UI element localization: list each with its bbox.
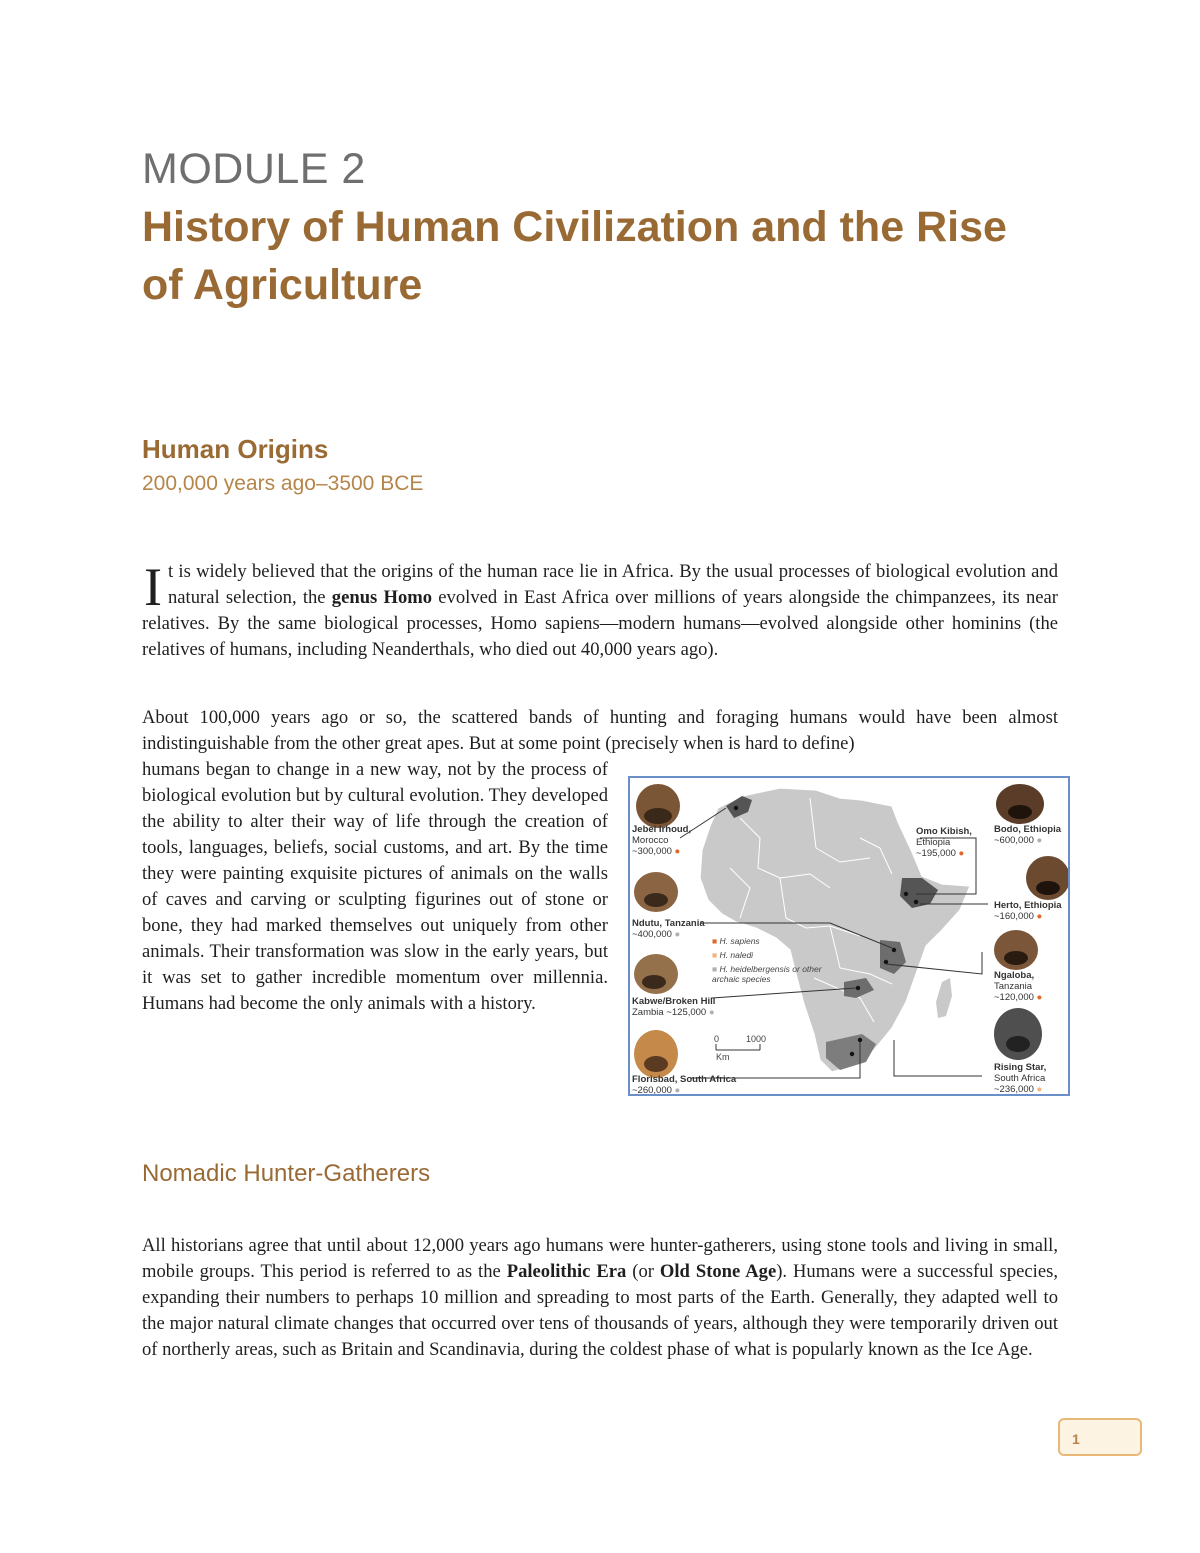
site-label-jebel-irhoud: Jebel Irhoud, Morocco ~300,000 ● [632, 824, 692, 857]
site-label-bodo: Bodo, Ethiopia ~600,000 ● [994, 824, 1062, 846]
legend-h-heidelbergensis: ■ H. heidelbergensis or other archaic species [712, 964, 822, 984]
madagascar-island [936, 978, 952, 1018]
africa-fossil-map-figure [628, 776, 1070, 1096]
scale-min-label: 0 [714, 1034, 720, 1044]
paragraph-human-origins-intro [142, 559, 1058, 663]
section-heading-nomadic-hunter-gatherers: Nomadic Hunter-Gatherers [142, 1160, 431, 1187]
scale-unit-label: Km [716, 1052, 730, 1062]
page-title: History of Human Civilization and the Rise of Agriculture [142, 203, 1007, 309]
paragraph-cultural-evolution: humans began to change in a new way, not by the process of biological evolution but by cultural evolution. They developed the ability to alter their way of life through the creation of tools, languages, beliefs, social customs, and art. By the time they were painting exquisite pictures of animals on the walls of caves and carving or sculpting figurines out of stone or bone, they had marked themselves out uniquely from other animals. Their transformation was slow in the early years, but it was set to gather incredible momentum over millennia. Humans had become the only animals with a history. [142, 759, 608, 1014]
page-number-badge: 1 [1058, 1418, 1142, 1456]
bold-term-old-stone-age: Old Stone Age [659, 1261, 777, 1282]
h-sapiens-dot: ● [1036, 911, 1043, 922]
paragraph-text: t is widely believed that the origins of the human race lie in Africa. By the usual processes of biological evolution and natural selection, the [167, 561, 1058, 608]
paragraph-text: evolved in East Africa over millions of years alongside the chimpanzees, its near relatives. By the same biological processes, Homo sapiens—modern humans—evolved alongside other hominins (the relatives of humans, including Neanderthals, who died out 40,000 years ago). [142, 587, 1058, 660]
paragraph-cultural-change-lead: About 100,000 years ago or so, the scattered bands of hunting and foraging humans would have been almost indistinguishable from the other great apes. But at some point (precisely when is hard to define) [142, 707, 1058, 754]
h-heidelbergensis-dot: ● [674, 1085, 681, 1096]
bold-term-paleolithic-era: Paleolithic Era [506, 1261, 627, 1282]
h-heidelbergensis-dot: ● [708, 1007, 715, 1018]
h-heidelbergensis-dot: ● [674, 929, 681, 940]
section-heading-human-origins: Human Origins [142, 434, 329, 464]
h-sapiens-dot: ● [958, 848, 965, 859]
site-label-florisbad: Florisbad, South Africa ~260,000 ● [632, 1074, 737, 1096]
section-subtitle-date-range: 200,000 years ago–3500 BCE [142, 472, 424, 495]
drop-cap: I [144, 557, 162, 617]
h-heidelbergensis-dot: ● [1036, 835, 1043, 846]
scale-max-label: 1000 [746, 1034, 767, 1044]
site-label-omo-kibish: Omo Kibish, Ethiopia ~195,000 ● [916, 826, 972, 859]
site-label-ngaloba: Ngaloba, Tanzania ~120,000 ● [994, 970, 1043, 1003]
legend-h-naledi: ■ H. naledi [712, 950, 754, 960]
site-label-herto: Herto, Ethiopia ~160,000 ● [994, 900, 1062, 922]
site-label-kabwe: Kabwe/Broken Hill Zambia ~125,000 ● [632, 996, 716, 1018]
bold-term-genus-homo: genus Homo [331, 587, 433, 608]
scale-bar [716, 1044, 760, 1050]
paragraph-hunter-gatherers: All historians agree that until about 12,000 years ago humans were hunter-gatherers, using stone tools and living in small, mobile groups. This period is referred to as the Paleolithic Era (or Old Stone Age). Humans were a successful species, expanding their numbers to perhaps 10 million and spreading to most parts of the Earth. Generally, they adapted well to the major natural climate changes that occurred over tens of thousands of years, although they were temporarily driven out of northerly areas, such as Britain and Scandinavia, during the coldest phase of what is popularly known as the Ice Age. [142, 1235, 1058, 1360]
h-sapiens-dot: ● [1036, 992, 1043, 1003]
legend-h-sapiens: ■ H. sapiens [712, 936, 760, 946]
site-label-ndutu: Ndutu, Tanzania ~400,000 ● [632, 918, 705, 940]
h-sapiens-dot: ● [674, 846, 681, 857]
module-label: MODULE 2 [142, 145, 366, 193]
h-naledi-dot: ● [1036, 1084, 1043, 1095]
site-label-rising-star: Rising Star, South Africa ~236,000 ● [994, 1062, 1047, 1095]
